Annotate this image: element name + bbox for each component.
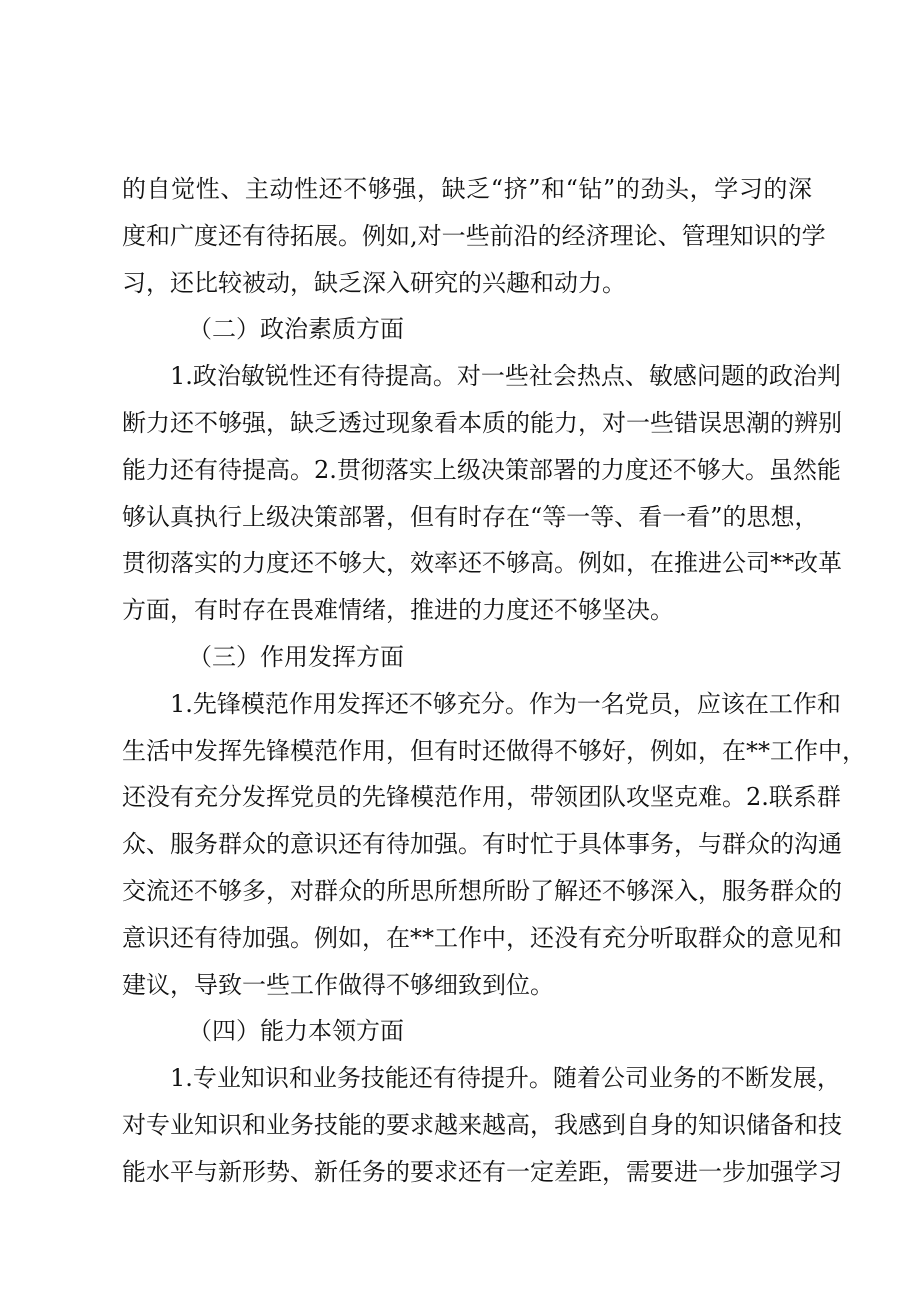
body-line: 习，还比较被动，缺乏深入研究的兴趣和动力。 bbox=[122, 268, 626, 297]
body-line: 1.先锋模范作用发挥还不够充分。作为一名党员，应该在工作和 bbox=[170, 689, 841, 718]
body-line: 众、服务群众的意识还有待加强。有时忙于具体事务，与群众的沟通 bbox=[122, 830, 842, 859]
body-line: 1.专业知识和业务技能还有待提升。随着公司业务的不断发展， bbox=[170, 1064, 841, 1093]
section-heading-political-quality: （二）政治素质方面 bbox=[188, 315, 404, 344]
body-line: 1.政治敏锐性还有待提高。对一些社会热点、敏感问题的政治判 bbox=[170, 362, 841, 391]
section-heading-ability-skills: （四）能力本领方面 bbox=[188, 1017, 404, 1046]
body-line: 生活中发挥先锋模范作用，但有时还做得不够好，例如，在**工作中， bbox=[122, 736, 866, 765]
body-line: 意识还有待加强。例如，在**工作中，还没有充分听取群众的意见和 bbox=[122, 923, 842, 952]
body-line: 建议，导致一些工作做得不够细致到位。 bbox=[122, 970, 554, 999]
body-line: 交流还不够多，对群众的所思所想所盼了解还不够深入，服务群众的 bbox=[122, 876, 842, 905]
body-line: 能力还有待提高。2.贯彻落实上级决策部署的力度还不够大。虽然能 bbox=[122, 455, 841, 484]
body-line: 度和广度还有待拓展。例如,对一些前沿的经济理论、管理知识的学 bbox=[122, 221, 826, 250]
section-heading-role-performance: （三）作用发挥方面 bbox=[188, 642, 404, 671]
body-line: 对专业知识和业务技能的要求越来越高，我感到自身的知识储备和技 bbox=[122, 1110, 842, 1139]
body-line: 还没有充分发挥党员的先锋模范作用，带领团队攻坚克难。2.联系群 bbox=[122, 783, 841, 812]
body-line: 够认真执行上级决策部署，但有时存在“等一等、看一看”的思想， bbox=[122, 502, 819, 531]
document-body bbox=[122, 166, 866, 1196]
body-line: 的自觉性、主动性还不够强，缺乏“挤”和“钻”的劲头，学习的深 bbox=[122, 175, 812, 203]
body-line: 能水平与新形势、新任务的要求还有一定差距，需要进一步加强学习 bbox=[122, 1157, 842, 1186]
body-line: 贯彻落实的力度还不够大，效率还不够高。例如，在推进公司**改革 bbox=[122, 549, 842, 578]
body-line: 断力还不够强，缺乏透过现象看本质的能力，对一些错误思潮的辨别 bbox=[122, 408, 842, 437]
body-line: 方面，有时存在畏难情绪，推进的力度还不够坚决。 bbox=[122, 596, 674, 625]
